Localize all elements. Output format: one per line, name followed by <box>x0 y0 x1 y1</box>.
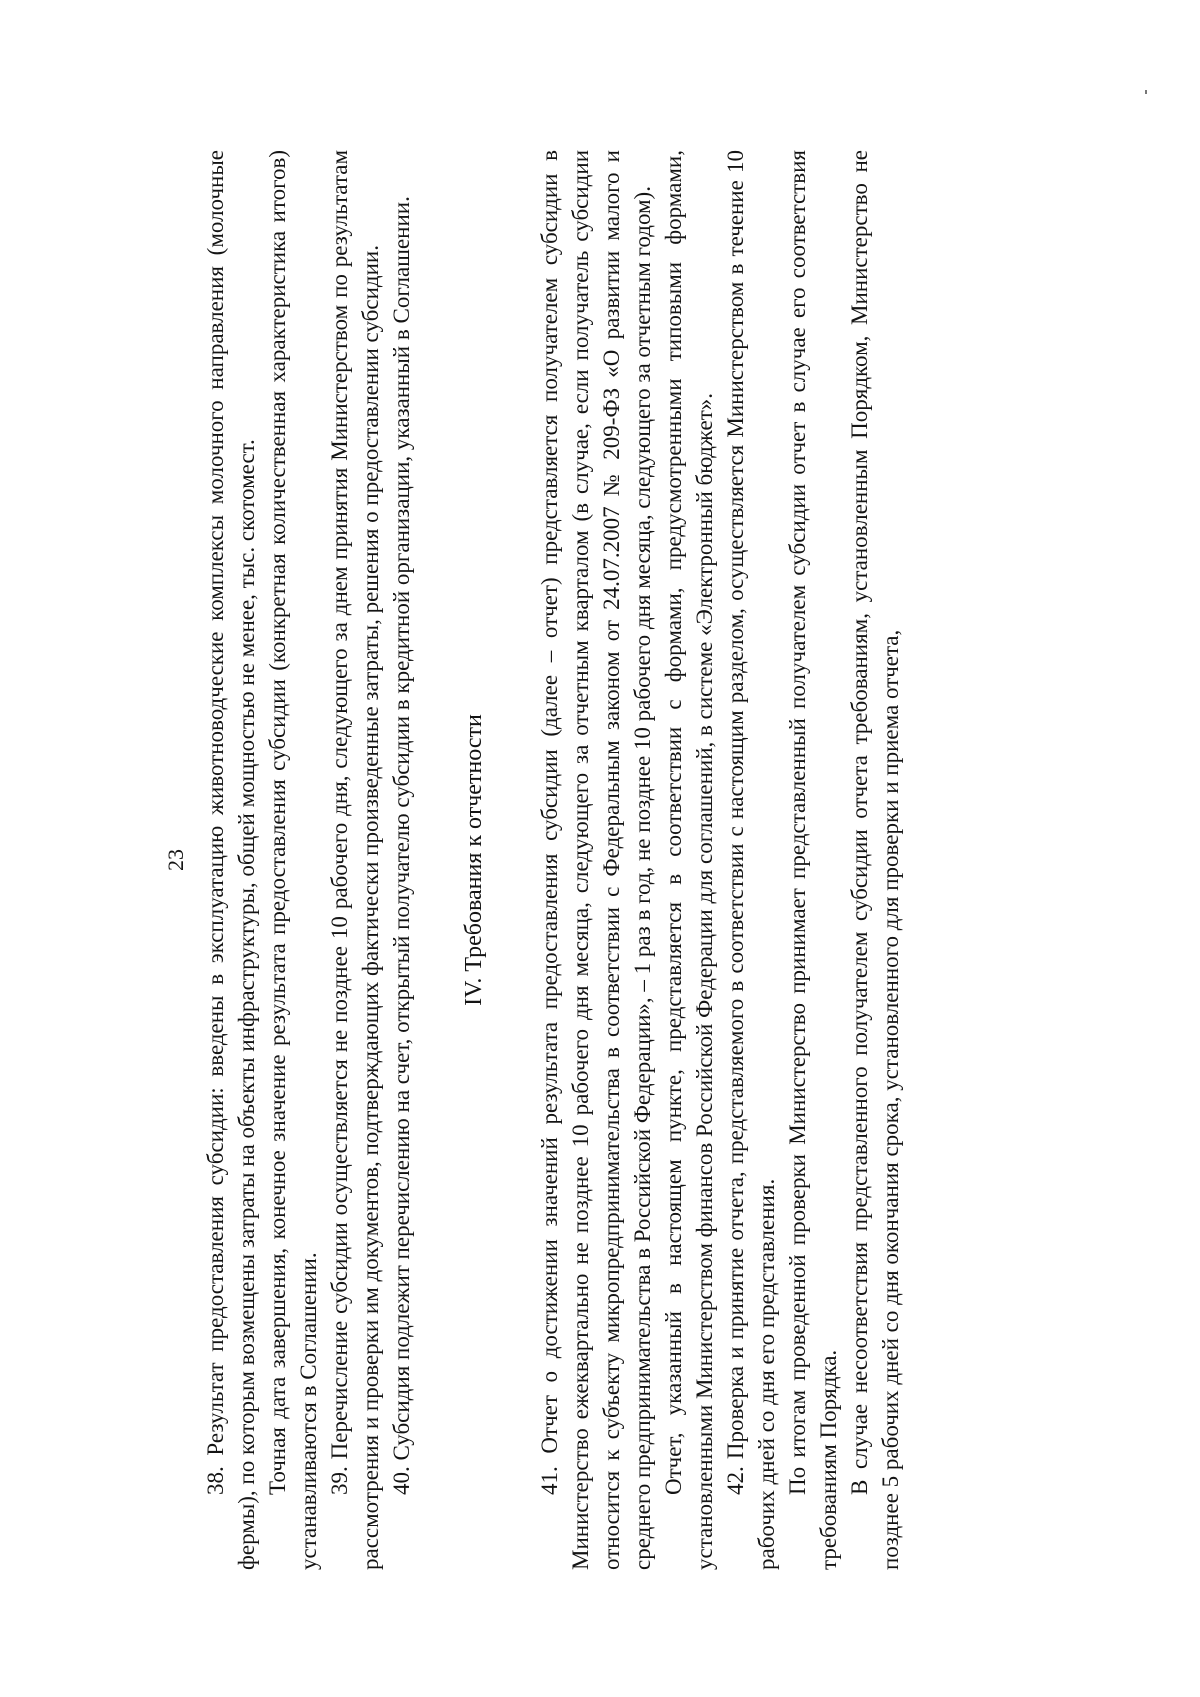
paragraph-noncompliance: В случае несоответствия представленного получателем субсидии отчета требованиям, установленным Порядком, Министерство не позднее 5 рабочих дней со дня окончания срока, установленного для проверки и приема отчета, <box>847 150 903 1570</box>
section-heading: IV. Требования к отчетности <box>461 714 487 1006</box>
paragraph-report-forms: Отчет, указанный в настоящем пункте, представляется в соответствии с формами, предусмотренными типовыми формами, установленными Министерством финансов Российской Федерации для соглашений, в системе «Электронный бюджет». <box>661 150 717 1570</box>
document-body <box>200 150 906 1570</box>
paragraph-completion-date: Точная дата завершения, конечное значение результата предоставления субсидии (конкретная количественная характеристика итогов) устанавливаются в Соглашении. <box>265 150 321 1570</box>
page-number: 23 <box>163 849 188 871</box>
paragraph-42: 42. Проверка и принятие отчета, представляемого в соответствии с настоящим разделом, осуществляется Министерством в течение 10 рабочих дней со дня его представления. <box>723 150 779 1570</box>
paragraph-40: 40. Субсидия подлежит перечислению на счет, открытый получателю субсидии в кредитной организации, указанный в Соглашении. <box>389 196 414 1495</box>
paragraph-39: 39. Перечисление субсидии осуществляется не позднее 10 рабочего дня, следующего за днем принятия Министерством по результатам рассмотрения и проверки им документов, подтверждающих фактически произведенные затраты, решения о предоставлении субсидии. <box>327 150 383 1570</box>
rotated-text-block <box>163 150 1010 1570</box>
paragraph-check-results: По итогам проведенной проверки Министерство принимает представленный получателем субсидии отчет в случае его соответствия требованиям Порядка. <box>785 150 841 1570</box>
paragraph-41: 41. Отчет о достижении значений результата предоставления субсидии (далее – отчет) представляется получателем субсидии в Министерство ежеквартально не позднее 10 рабочего дня месяца, следующего за отчетным кварталом (в случае, если получатель субсидии относится к субъекту микропредпринимательства в соответствии с Федеральным законом от 24.07.2007 № 209-ФЗ «О развитии малого и среднего предпринимательства в Российской Федерации», – 1 раз в год, не позднее 10 рабочего дня месяца, следующего за отчетным годом). <box>537 150 655 1570</box>
scan-speck <box>1145 90 1147 94</box>
paragraph-38: 38. Результат предоставления субсидии: введены в эксплуатацию животноводческие комплексы молочного направления (молочные фермы), по которым возмещены затраты на объекты инфраструктуры, общей мощностью не менее, тыс. скотомест. <box>203 150 259 1570</box>
